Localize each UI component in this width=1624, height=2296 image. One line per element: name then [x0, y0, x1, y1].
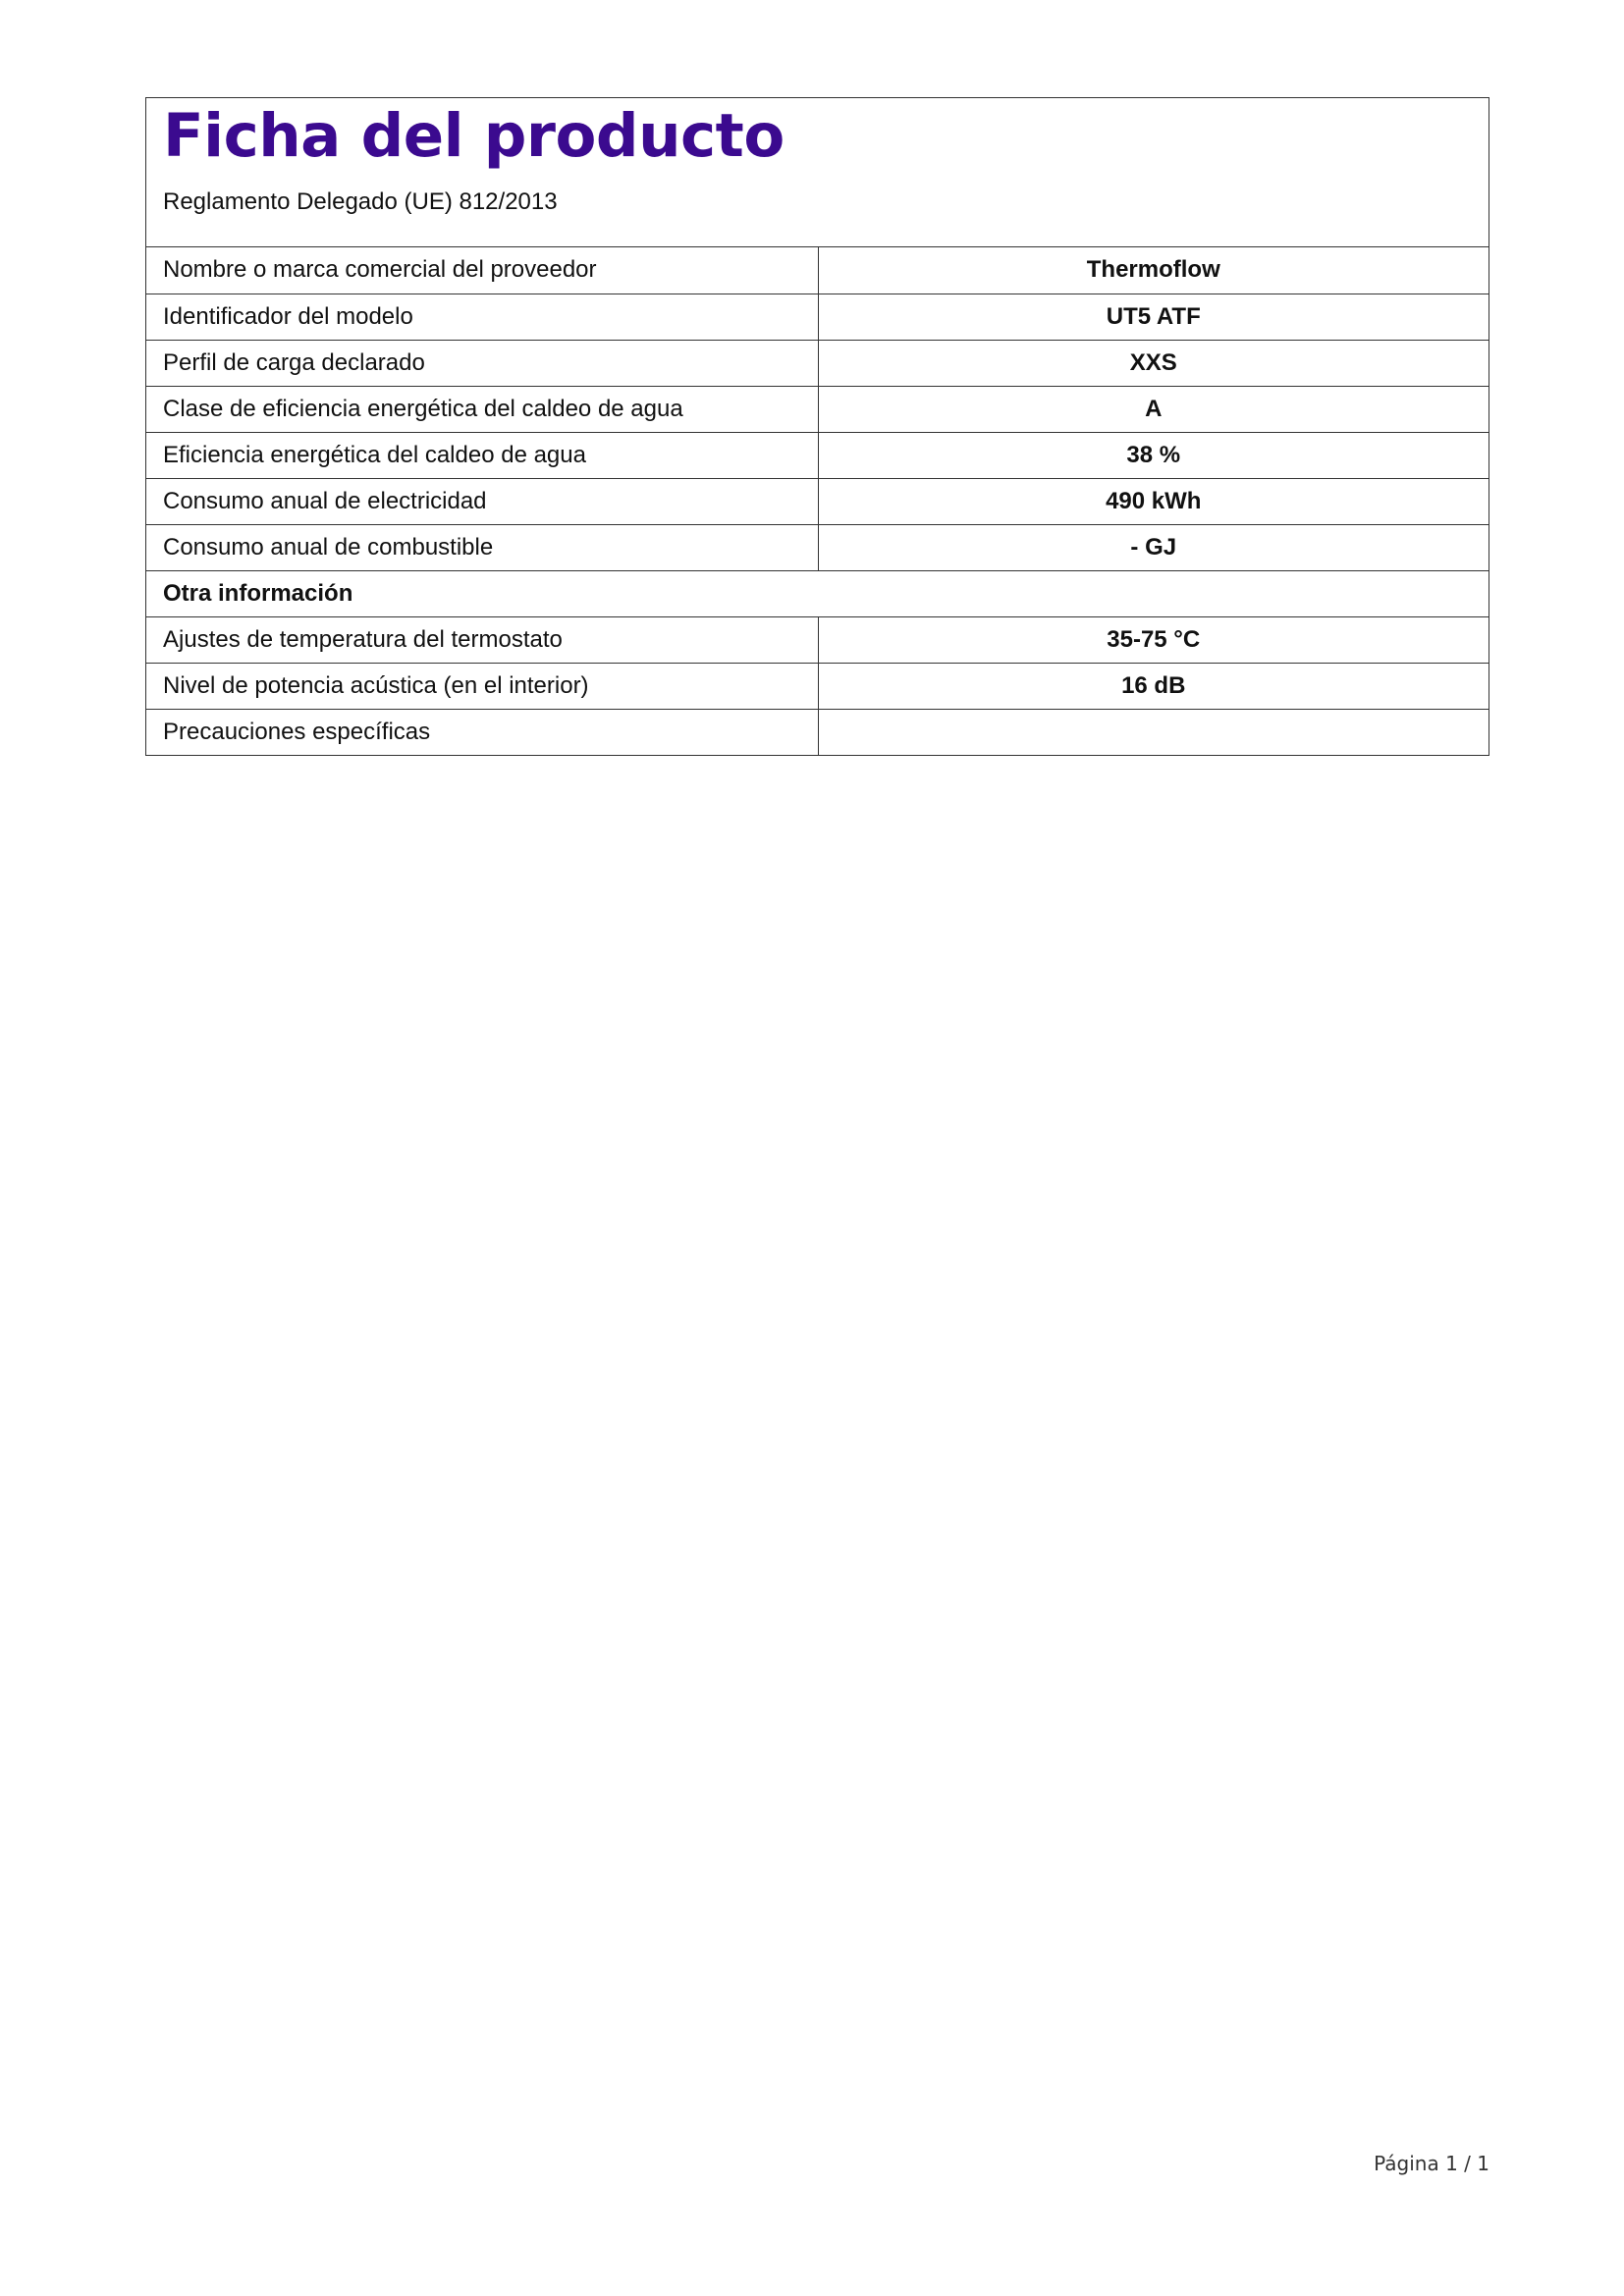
row-value: 490 kWh: [818, 478, 1489, 524]
sheet-header: [146, 98, 1489, 247]
row-label: Precauciones específicas: [146, 709, 818, 755]
row-label: Nombre o marca comercial del proveedor: [146, 247, 818, 294]
table-row: [146, 340, 1489, 386]
page-title: Ficha del producto: [163, 101, 785, 171]
row-value: Thermoflow: [1086, 256, 1220, 284]
row-value: UT5 ATF: [818, 294, 1489, 340]
row-label: Clase de eficiencia energética del caldeo de agua: [146, 386, 818, 432]
row-value: 38 %: [818, 432, 1489, 478]
section-heading-row: [146, 570, 1489, 616]
table-row: [146, 524, 1489, 570]
table-row: [146, 616, 1489, 663]
table-row: [146, 294, 1489, 340]
section-heading: Otra información: [146, 570, 1489, 616]
row-label: Consumo anual de electricidad: [146, 478, 818, 524]
table-row: [146, 709, 1489, 755]
table-row: [146, 432, 1489, 478]
product-data-table: [146, 247, 1489, 755]
table-row: [146, 247, 1489, 294]
row-label: Nivel de potencia acústica (en el interior): [146, 663, 818, 709]
row-label: Ajustes de temperatura del termostato: [146, 616, 818, 663]
regulation-subtitle: Reglamento Delegado (UE) 812/2013: [163, 188, 558, 216]
row-label: Identificador del modelo: [146, 294, 818, 340]
table-row: [146, 663, 1489, 709]
product-sheet: [145, 97, 1489, 756]
table-row: [146, 478, 1489, 524]
row-value: 35-75 °C: [818, 616, 1489, 663]
row-value: [818, 709, 1489, 755]
row-value: XXS: [818, 340, 1489, 386]
row-label: Eficiencia energética del caldeo de agua: [146, 432, 818, 478]
row-value: A: [818, 386, 1489, 432]
row-label: Perfil de carga declarado: [146, 340, 818, 386]
table-row: [146, 386, 1489, 432]
row-label: Consumo anual de combustible: [146, 524, 818, 570]
row-value: 16 dB: [818, 663, 1489, 709]
page-number: Página 1 / 1: [1374, 2152, 1489, 2175]
row-value: - GJ: [818, 524, 1489, 570]
